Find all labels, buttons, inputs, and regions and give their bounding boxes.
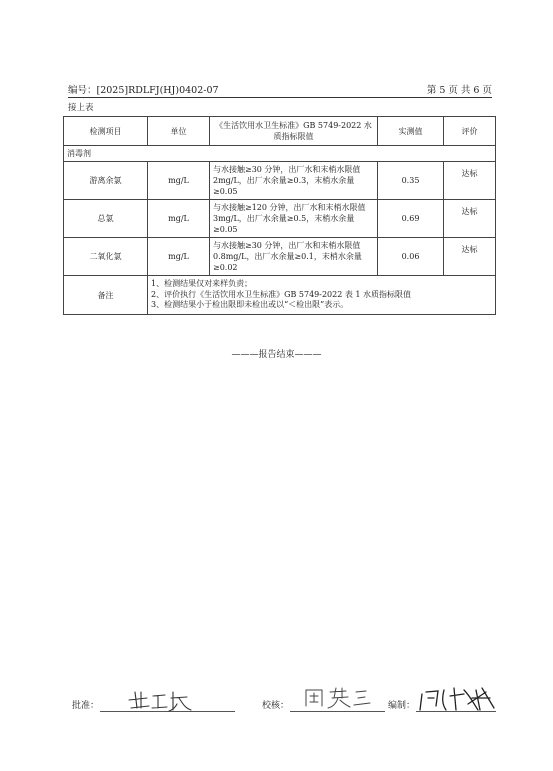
notes-cell [148,276,496,315]
unit-cell: mg/L [148,238,210,276]
reviewer-signature [302,686,372,712]
note-line: 3、检测结果小于检出限即未检出或以“＜检出限”表示。 [151,300,349,310]
table-row [64,162,496,200]
item-cell: 总氯 [64,200,148,238]
compiler-signature [418,684,498,714]
results-table [63,116,496,315]
section-row [64,146,496,162]
report-number: 编号：[2025]RDLFJ(HJ)0402-07 [68,85,219,96]
section-label: 消毒剂 [64,146,496,162]
limit-cell: 与水接触≥30 分钟，出厂水和末梢水限值 0.8mg/L，出厂水余量≥0.1，末梢水余量≥0.02 [210,238,378,276]
col-header: 评价 [444,117,496,146]
table-header-row [64,117,496,146]
col-header: 《生活饮用水卫生标准》GB 5749-2022 水质指标限值 [210,117,378,146]
value-cell: 0.35 [378,162,444,200]
col-header: 检测项目 [64,117,148,146]
approver-signature [125,686,195,714]
value-cell: 0.06 [378,238,444,276]
evaluation-cell: 达标 [444,200,496,238]
col-header: 实测值 [378,117,444,146]
notes-label: 备注 [64,276,148,315]
unit-cell: mg/L [148,200,210,238]
note-line: 2、评价执行《生活饮用水卫生标准》GB 5749-2022 表 1 水质指标限值 [151,289,412,299]
table-row [64,238,496,276]
table-row [64,200,496,238]
limit-cell: 与水接触≥30 分钟，出厂水和末梢水限值 2mg/L，出厂水余量≥0.3，末梢水余量≥0.05 [210,162,378,200]
item-cell: 游离余氯 [64,162,148,200]
value-cell: 0.69 [378,200,444,238]
review-label: 校核： [262,701,290,711]
notes-row [64,276,496,315]
page-info: 第 5 页 共 6 页 [426,85,492,96]
continuation-label: 接上表 [68,103,94,113]
page-header [68,81,492,98]
item-cell: 二氧化氯 [64,238,148,276]
limit-cell: 与水接触≥120 分钟，出厂水和末梢水限值 3mg/L，出厂水余量≥0.5，末梢水余量≥0.05 [210,200,378,238]
col-header: 单位 [148,117,210,146]
compile-label: 编制： [388,701,416,711]
evaluation-cell: 达标 [444,238,496,276]
unit-cell: mg/L [148,162,210,200]
approve-label: 批准： [72,701,100,711]
evaluation-cell: 达标 [444,162,496,200]
note-line: 1、检测结果仅对来样负责； [151,279,253,289]
report-end-text: ———报告结束——— [231,350,322,360]
